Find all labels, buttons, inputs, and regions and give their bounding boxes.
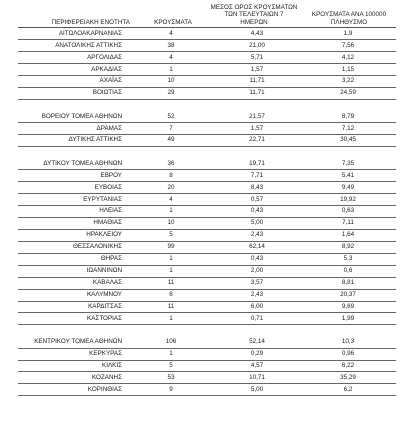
table-row <box>18 28 396 40</box>
region-cell: ΘΗΡΑΣ <box>18 253 140 265</box>
per100k-cell: 6,22 <box>302 360 396 372</box>
header-per100k <box>302 4 396 28</box>
region-cell: ΘΕΣΣΑΛΟΝΙΚΗΣ <box>18 241 140 253</box>
table-row <box>18 64 396 76</box>
table-row <box>18 229 396 241</box>
cases-cell: 5 <box>140 229 206 241</box>
avg-cell: 21,57 <box>206 111 302 122</box>
table-row <box>18 206 396 218</box>
avg-cell: 4,57 <box>206 360 302 372</box>
cases-cell: 8 <box>140 170 206 182</box>
cases-cell: 4 <box>140 194 206 206</box>
per100k-cell: 4,12 <box>302 52 396 64</box>
table-row <box>18 313 396 325</box>
avg-cell: 52,14 <box>206 337 302 348</box>
header-per100k-line2: ΠΛΗΘΥΣΜΟ <box>330 18 368 26</box>
per100k-cell: 7,12 <box>302 123 396 135</box>
region-cell: ΗΜΑΘΙΑΣ <box>18 217 140 229</box>
table-row <box>18 277 396 289</box>
avg-cell: 10,71 <box>206 372 302 384</box>
region-cell: ΕΒΡΟΥ <box>18 170 140 182</box>
table-row <box>18 372 396 384</box>
region-cell: ΚΑΡΔΙΤΣΑΣ <box>18 301 140 313</box>
cases-cell: 7 <box>140 123 206 135</box>
per100k-cell: 9,69 <box>302 301 396 313</box>
region-cell: ΔΥΤΙΚΗΣ ΑΤΤΙΚΗΣ <box>18 135 140 147</box>
avg-cell: 1,57 <box>206 123 302 135</box>
table-row <box>18 265 396 277</box>
avg-cell: 11,71 <box>206 87 302 99</box>
table-row <box>18 87 396 99</box>
avg-cell: 0,43 <box>206 206 302 218</box>
cases-cell: 99 <box>140 241 206 253</box>
avg-cell: 62,14 <box>206 241 302 253</box>
cases-cell: 1 <box>140 348 206 360</box>
per100k-cell: 8,92 <box>302 241 396 253</box>
cases-cell: 29 <box>140 87 206 99</box>
table-row <box>18 337 396 348</box>
cases-cell: 5 <box>140 360 206 372</box>
table-row <box>18 217 396 229</box>
table-row <box>18 241 396 253</box>
region-cell: ΑΝΑΤΟΛΙΚΗΣ ΑΤΤΙΚΗΣ <box>18 40 140 52</box>
table-row <box>18 40 396 52</box>
per100k-cell: 0,63 <box>302 206 396 218</box>
table-row <box>18 301 396 313</box>
table-row <box>18 75 396 87</box>
avg-cell: 3,57 <box>206 277 302 289</box>
table-body <box>18 28 396 396</box>
per100k-cell: 1,99 <box>302 313 396 325</box>
region-cell: ΔΥΤΙΚΟΥ ΤΟΜΕΑ ΑΘΗΝΩΝ <box>18 158 140 169</box>
avg-cell: 5,71 <box>206 52 302 64</box>
cases-cell: 6 <box>140 289 206 301</box>
per100k-cell: 9,49 <box>302 182 396 194</box>
cases-cell: 9 <box>140 384 206 396</box>
avg-cell: 4,43 <box>206 28 302 40</box>
region-cell: ΚΟΡΙΝΘΙΑΣ <box>18 384 140 396</box>
spacer-cell <box>18 146 396 158</box>
cases-cell: 10 <box>140 75 206 87</box>
cases-cell: 53 <box>140 372 206 384</box>
per100k-cell: 5,41 <box>302 170 396 182</box>
cases-cell: 11 <box>140 277 206 289</box>
avg-cell: 2,43 <box>206 229 302 241</box>
covid-cases-table <box>18 4 396 396</box>
region-cell: ΙΩΑΝΝΙΝΩΝ <box>18 265 140 277</box>
avg-cell: 0,57 <box>206 194 302 206</box>
cases-cell: 20 <box>140 182 206 194</box>
spacer-cell <box>18 325 396 337</box>
per100k-cell: 30,45 <box>302 135 396 147</box>
header-row <box>18 4 396 28</box>
per100k-cell: 7,11 <box>302 217 396 229</box>
cases-cell: 1 <box>140 206 206 218</box>
avg-cell: 19,71 <box>206 158 302 169</box>
region-cell: ΗΡΑΚΛΕΙΟΥ <box>18 229 140 241</box>
table-row <box>18 182 396 194</box>
per100k-cell: 7,56 <box>302 40 396 52</box>
group-spacer <box>18 99 396 111</box>
region-cell: ΕΥΡΥΤΑΝΙΑΣ <box>18 194 140 206</box>
per100k-cell: 6,2 <box>302 384 396 396</box>
per100k-cell: 3,22 <box>302 75 396 87</box>
region-cell: ΚΕΝΤΡΙΚΟΥ ΤΟΜΕΑ ΑΘΗΝΩΝ <box>18 337 140 348</box>
region-cell: ΚΟΖΑΝΗΣ <box>18 372 140 384</box>
per100k-cell: 35,29 <box>302 372 396 384</box>
avg-cell: 8,43 <box>206 182 302 194</box>
region-cell: ΑΙΤΩΛΟΑΚΑΡΝΑΝΙΑΣ <box>18 28 140 40</box>
group-spacer <box>18 325 396 337</box>
region-cell: ΕΥΒΟΙΑΣ <box>18 182 140 194</box>
table-row <box>18 52 396 64</box>
avg-cell: 22,71 <box>206 135 302 147</box>
table-row <box>18 158 396 169</box>
avg-cell: 21,00 <box>206 40 302 52</box>
region-cell: ΑΧΑΪΑΣ <box>18 75 140 87</box>
per100k-cell: 0,6 <box>302 265 396 277</box>
table-row <box>18 194 396 206</box>
region-cell: ΚΑΛΥΜΝΟΥ <box>18 289 140 301</box>
avg-cell: 1,57 <box>206 64 302 76</box>
table-row <box>18 170 396 182</box>
avg-cell: 5,00 <box>206 217 302 229</box>
header-avg-line2: ΤΩΝ ΤΕΛΕΥΤΑΙΩΝ 7 <box>224 11 284 19</box>
header-region: ΠΕΡΙΦΕΡΕΙΑΚΗ ΕΝΟΤΗΤΑ <box>18 4 140 28</box>
cases-cell: 1 <box>140 265 206 277</box>
avg-cell: 6,00 <box>206 301 302 313</box>
region-cell: ΚΑΣΤΟΡΙΑΣ <box>18 313 140 325</box>
header-avg-line3: ΗΜΕΡΩΝ <box>240 18 268 26</box>
region-cell: ΚΑΒΑΛΑΣ <box>18 277 140 289</box>
table-row <box>18 111 396 122</box>
per100k-cell: 8,81 <box>302 277 396 289</box>
cases-cell: 106 <box>140 337 206 348</box>
region-cell: ΒΟΙΩΤΙΑΣ <box>18 87 140 99</box>
cases-cell: 11 <box>140 301 206 313</box>
region-cell: ΑΡΓΟΛΙΔΑΣ <box>18 52 140 64</box>
per100k-cell: 5,3 <box>302 253 396 265</box>
region-cell: ΗΛΕΙΑΣ <box>18 206 140 218</box>
cases-cell: 1 <box>140 253 206 265</box>
header-cases: ΚΡΟΥΣΜΑΤΑ <box>140 4 206 28</box>
table-row <box>18 360 396 372</box>
table-row <box>18 253 396 265</box>
per100k-cell: 1,9 <box>302 28 396 40</box>
table-row <box>18 123 396 135</box>
per100k-cell: 1,64 <box>302 229 396 241</box>
group-spacer <box>18 146 396 158</box>
cases-cell: 49 <box>140 135 206 147</box>
cases-cell: 4 <box>140 52 206 64</box>
cases-cell: 52 <box>140 111 206 122</box>
per100k-cell: 7,35 <box>302 158 396 169</box>
avg-cell: 11,71 <box>206 75 302 87</box>
table-row <box>18 135 396 147</box>
per100k-cell: 0,96 <box>302 348 396 360</box>
cases-cell: 4 <box>140 28 206 40</box>
region-cell: ΚΕΡΚΥΡΑΣ <box>18 348 140 360</box>
region-cell: ΒΟΡΕΙΟΥ ΤΟΜΕΑ ΑΘΗΝΩΝ <box>18 111 140 122</box>
region-cell: ΚΙΛΚΙΣ <box>18 360 140 372</box>
cases-cell: 1 <box>140 313 206 325</box>
cases-cell: 36 <box>140 158 206 169</box>
avg-cell: 2,00 <box>206 265 302 277</box>
per100k-cell: 24,59 <box>302 87 396 99</box>
per100k-cell: 20,37 <box>302 289 396 301</box>
table-row <box>18 384 396 396</box>
avg-cell: 0,29 <box>206 348 302 360</box>
cases-cell: 1 <box>140 64 206 76</box>
region-cell: ΑΡΚΑΔΙΑΣ <box>18 64 140 76</box>
region-cell: ΔΡΑΜΑΣ <box>18 123 140 135</box>
header-per100k-line1: ΚΡΟΥΣΜΑΤΑ ΑΝΑ 100000 <box>311 11 387 19</box>
avg-cell: 2,43 <box>206 289 302 301</box>
per100k-cell: 19,92 <box>302 194 396 206</box>
table-row <box>18 289 396 301</box>
avg-cell: 7,71 <box>206 170 302 182</box>
per100k-cell: 10,3 <box>302 337 396 348</box>
avg-cell: 0,71 <box>206 313 302 325</box>
table-row <box>18 348 396 360</box>
header-avg <box>206 4 302 28</box>
header-avg-line1: ΜΕΣΟΣ ΟΡΟΣ ΚΡΟΥΣΜΑΤΩΝ <box>210 4 298 11</box>
spacer-cell <box>18 99 396 111</box>
cases-cell: 38 <box>140 40 206 52</box>
cases-cell: 10 <box>140 217 206 229</box>
avg-cell: 5,00 <box>206 384 302 396</box>
per100k-cell: 1,15 <box>302 64 396 76</box>
per100k-cell: 8,79 <box>302 111 396 122</box>
avg-cell: 0,43 <box>206 253 302 265</box>
